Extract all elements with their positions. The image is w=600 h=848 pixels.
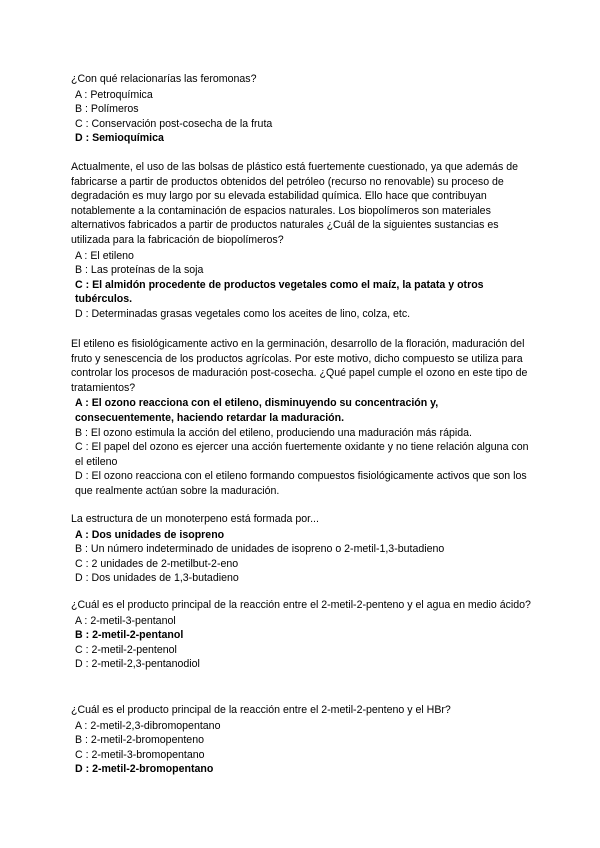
question-6 — [71, 703, 533, 777]
option-letter: B — [75, 734, 83, 747]
option-c-correct: C : El almidón procedente de productos vegetales como el maíz, la patata y otros tubérculos. — [75, 278, 484, 306]
option-text: El ozono reacciona con el etileno formando compuestos fisiológicamente activos que son los que realmente actúan sobre la maduración. — [75, 470, 527, 497]
option-letter: A — [75, 614, 82, 627]
option-a: A : 2-metil-3-pentanol — [75, 614, 176, 627]
option-a: A : El etileno — [75, 249, 134, 262]
option-letter: D — [75, 470, 83, 483]
option-text: 2-metil-3-pentanol — [90, 614, 176, 627]
question-4 — [71, 512, 533, 586]
option-text: Determinadas grasas vegetales como los aceites de lino, colza, etc. — [91, 307, 411, 320]
option-text: 2-metil-2-pentanol — [92, 629, 184, 642]
option-b: B : El ozono estimula la acción del etileno, produciendo una maduración más rápida. — [75, 426, 472, 439]
question-stem: ¿Cuál es el producto principal de la reacción entre el 2-metil-2-penteno y el HBr? — [71, 704, 451, 716]
option-d: D : Dos unidades de 1,3-butadieno — [75, 572, 239, 585]
option-b: B : 2-metil-2-bromopenteno — [75, 734, 204, 747]
option-letter: C — [75, 643, 83, 656]
option-a: A : Petroquímica — [75, 88, 153, 101]
option-letter: B — [75, 264, 83, 277]
option-letter: B — [75, 629, 83, 642]
option-text: Un número indeterminado de unidades de isopreno o 2-metil-1,3-butadieno — [90, 543, 445, 556]
option-text: Dos unidades de isopreno — [91, 528, 225, 541]
option-letter: D — [75, 572, 83, 585]
option-letter: C — [75, 557, 83, 570]
option-text: 2-metil-2,3-pentanodiol — [91, 658, 200, 671]
option-text: El etileno — [90, 249, 134, 262]
option-letter: A — [75, 249, 82, 262]
question-stem: El etileno es fisiológicamente activo en la germinación, desarrollo de la floración, maduración del fruto y senescencia de los productos agrícolas. Por este motivo, dicho compuesto se utiliza para controlar los procesos de maduración post-cosecha. ¿Qué papel cumple el ozono en este tipo de tratamientos? — [71, 338, 528, 394]
option-text: Semioquímica — [92, 132, 164, 145]
option-letter: A — [75, 528, 83, 541]
option-b: B : Polímeros — [75, 103, 139, 116]
option-a-correct: A : Dos unidades de isopreno — [75, 528, 225, 541]
option-text: Las proteínas de la soja — [90, 264, 204, 277]
option-c: C : 2-metil-2-pentenol — [75, 643, 177, 656]
option-letter: C — [75, 441, 83, 454]
option-b: B : Un número indeterminado de unidades de isopreno o 2-metil-1,3-butadieno — [75, 543, 445, 556]
option-c: C : Conservación post-cosecha de la fruta — [75, 117, 273, 130]
option-c: C : El papel del ozono es ejercer una acción fuertemente oxidante y no tiene relación alguna con el etileno — [75, 441, 529, 468]
option-letter: D — [75, 307, 83, 320]
option-c: C : 2-metil-3-bromopentano — [75, 748, 205, 761]
option-letter: A — [75, 397, 83, 410]
question-stem: La estructura de un monoterpeno está formada por... — [71, 513, 319, 525]
option-a-correct: A : El ozono reacciona con el etileno, disminuyendo su concentración y, consecuentemente, haciendo retardar la maduración. — [75, 397, 439, 424]
option-a: A : 2-metil-2,3-dibromopentano — [75, 719, 221, 732]
option-text: Conservación post-cosecha de la fruta — [91, 117, 273, 130]
option-text: 2-metil-2-bromopentano — [92, 763, 214, 776]
option-letter: A — [75, 719, 82, 732]
option-text: El almidón procedente de productos vegetales como el maíz, la patata y otros tubérculos. — [75, 278, 484, 306]
option-text: El ozono estimula la acción del etileno, produciendo una maduración más rápida. — [90, 426, 472, 439]
option-b-correct: B : 2-metil-2-pentanol — [75, 629, 184, 642]
option-letter: A — [75, 88, 82, 101]
question-1 — [71, 72, 533, 146]
option-text: Petroquímica — [90, 88, 153, 101]
option-text: 2 unidades de 2-metilbut-2-eno — [91, 557, 239, 570]
option-d: D : El ozono reacciona con el etileno formando compuestos fisiológicamente activos que son los que realmente actúan sobre la maduración. — [75, 470, 527, 497]
option-c: C : 2 unidades de 2-metilbut-2-eno — [75, 557, 239, 570]
option-text: El ozono reacciona con el etileno, disminuyendo su concentración y, consecuentemente, haciendo retardar la maduración. — [75, 397, 439, 424]
option-d: D : Determinadas grasas vegetales como los aceites de lino, colza, etc. — [75, 307, 411, 320]
question-2 — [71, 160, 533, 322]
option-letter: C — [75, 117, 83, 130]
option-text: 2-metil-3-bromopentano — [91, 748, 205, 761]
option-letter: B — [75, 426, 83, 439]
option-letter: D — [75, 658, 83, 671]
option-letter: D — [75, 763, 83, 776]
question-3 — [71, 337, 533, 499]
question-stem: ¿Cuál es el producto principal de la reacción entre el 2-metil-2-penteno y el agua en medio ácido? — [71, 599, 531, 611]
option-d: D : 2-metil-2,3-pentanodiol — [75, 658, 200, 671]
option-letter: D — [75, 132, 83, 145]
question-stem: ¿Con qué relacionarías las feromonas? — [71, 73, 257, 85]
option-b: B : Las proteínas de la soja — [75, 264, 204, 277]
question-stem: Actualmente, el uso de las bolsas de plástico está fuertemente cuestionado, ya que además de fabricarse a partir de productos obtenidos del petróleo (recurso no renovable) su proceso de degradación es muy largo por su elevada estabilidad química. Ello hace que contribuyan notablemente a la contaminación de espacios naturales. Los biopolímeros son materiales alternativos fabricados a partir de productos naturales ¿Cuál de la siguientes sustancias es utilizada para la fabricación de biopolímeros? — [71, 161, 518, 246]
option-text: Polímeros — [90, 103, 139, 116]
option-text: El papel del ozono es ejercer una acción fuertemente oxidante y no tiene relación alguna con el etileno — [75, 441, 529, 468]
option-letter: B — [75, 543, 83, 556]
option-text: 2-metil-2,3-dibromopentano — [90, 719, 221, 732]
option-text: 2-metil-2-pentenol — [91, 643, 177, 656]
option-d-correct: D : 2-metil-2-bromopentano — [75, 763, 214, 776]
option-letter: C — [75, 748, 83, 761]
option-letter: B — [75, 103, 83, 116]
question-5 — [71, 598, 533, 672]
option-letter: C — [75, 278, 83, 291]
option-text: 2-metil-2-bromopenteno — [90, 734, 204, 747]
option-d-correct: D : Semioquímica — [75, 132, 164, 145]
option-text: Dos unidades de 1,3-butadieno — [91, 572, 239, 585]
